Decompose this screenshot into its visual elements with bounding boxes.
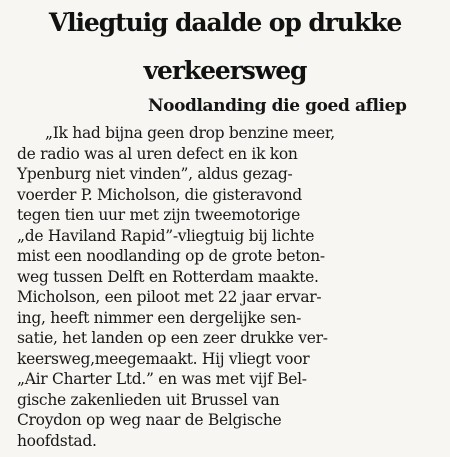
body-line: hoofdstad. [17, 431, 97, 450]
body-line: tegen tien uur met zijn tweemotorige [17, 206, 300, 224]
headline-line-1: Vliegtuig daalde op drukke [48, 8, 402, 37]
body-line: Ypenburg niet vinden”, aldus gezag- [17, 165, 293, 183]
body-line: mist een noodlanding op de grote beton- [17, 247, 325, 265]
body-line: „Air Charter Ltd.” en was met vijf Bel- [17, 370, 307, 388]
body-line: gische zakenlieden uit Brussel van [17, 390, 280, 409]
body-line: de radio was al uren defect en ik kon [17, 144, 298, 163]
body-line: voerder P. Micholson, die gisteravond [17, 185, 302, 204]
body-line: „Ik had bijna geen drop benzine meer, [45, 124, 335, 142]
headline-line-2: verkeersweg [143, 56, 307, 85]
body-line: Croydon op weg naar de Belgische [17, 411, 282, 429]
body-line: Micholson, een piloot met 22 jaar ervar- [17, 288, 322, 306]
body-line: satie, het landen op een zeer drukke ver- [17, 329, 328, 347]
subheading: Noodlanding die goed afliep [148, 96, 407, 116]
body-line: keersweg,meegemaakt. Hij vliegt voor [17, 349, 310, 368]
body-line: „de Haviland Rapid”-vliegtuig bij lichte [17, 226, 315, 245]
body-line: ing, heeft nimmer een dergelijke sen- [17, 308, 302, 327]
body-line: weg tussen Delft en Rotterdam maakte. [17, 267, 319, 286]
